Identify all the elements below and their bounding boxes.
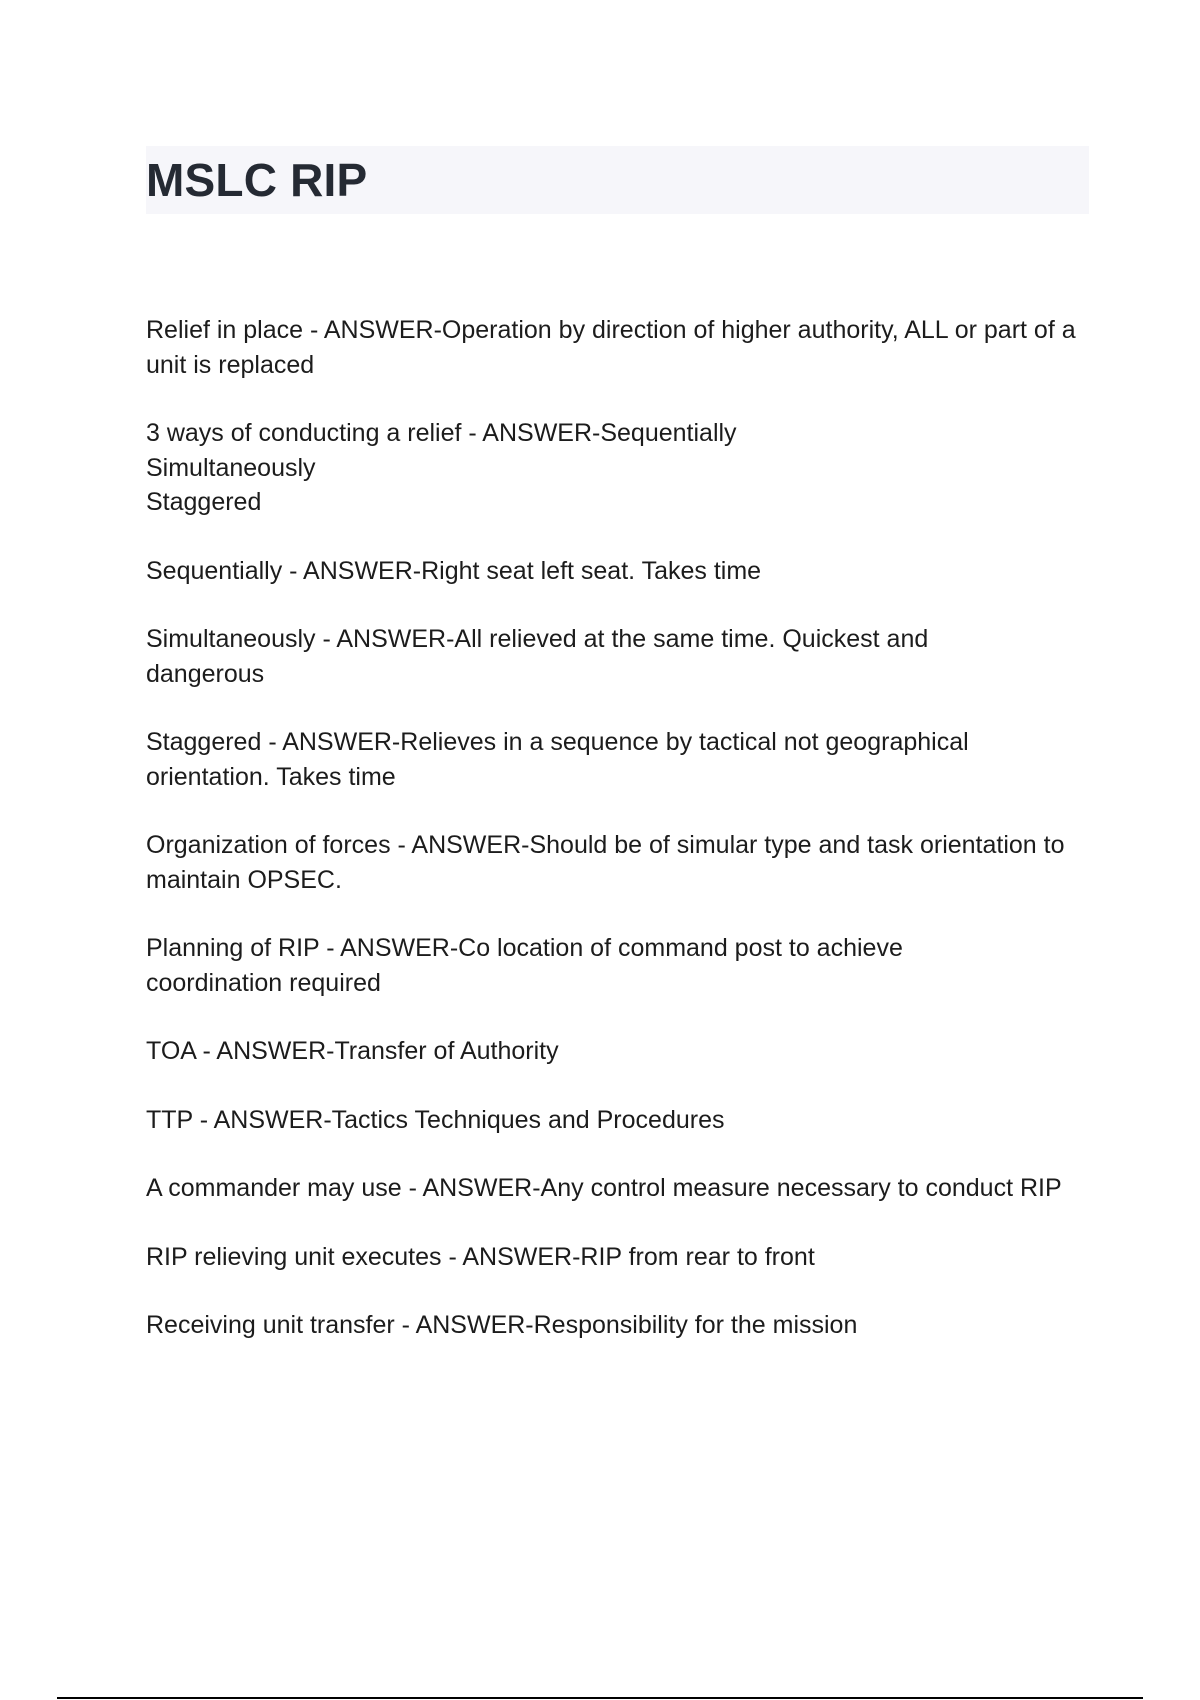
qa-list bbox=[146, 313, 1091, 1377]
qa-item: TOA - ANSWER-Transfer of Authority bbox=[146, 1037, 559, 1065]
footer-divider bbox=[57, 1697, 1143, 1699]
title-banner bbox=[146, 146, 1089, 214]
qa-item: TTP - ANSWER-Tactics Techniques and Procedures bbox=[146, 1105, 725, 1134]
qa-item: Planning of RIP - ANSWER-Co location of command post to achieve coordination required bbox=[146, 934, 903, 997]
qa-item: Simultaneously - ANSWER-All relieved at the same time. Quickest and dangerous bbox=[146, 625, 929, 688]
qa-item: RIP relieving unit executes - ANSWER-RIP from rear to front bbox=[146, 1242, 815, 1271]
qa-item: Staggered - ANSWER-Relieves in a sequence by tactical not geographical orientation. Takes time bbox=[146, 728, 969, 791]
qa-item: Sequentially - ANSWER-Right seat left seat. Takes time bbox=[146, 556, 762, 585]
qa-item: 3 ways of conducting a relief - ANSWER-Sequentially Simultaneously Staggered bbox=[146, 419, 737, 516]
page-title: MSLC RIP bbox=[146, 154, 368, 206]
qa-item: Receiving unit transfer - ANSWER-Responsibility for the mission bbox=[146, 1311, 858, 1339]
qa-item: Organization of forces - ANSWER-Should be of simular type and task orientation to maintain OPSEC. bbox=[146, 831, 1065, 894]
qa-item: Relief in place - ANSWER-Operation by direction of higher authority, ALL or part of a unit is replaced bbox=[146, 316, 1076, 379]
qa-item: A commander may use - ANSWER-Any control measure necessary to conduct RIP bbox=[146, 1174, 1062, 1202]
